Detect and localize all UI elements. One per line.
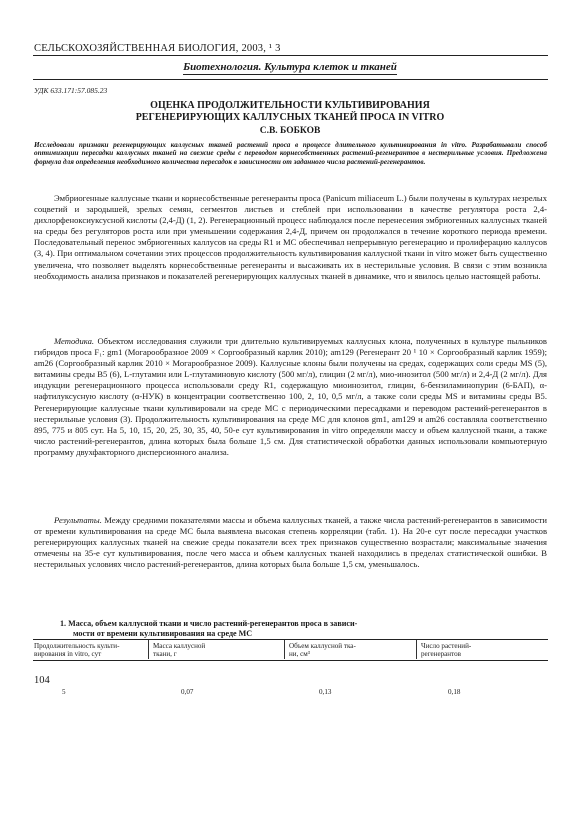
table-header-count: Число растений- регенерантов [421, 642, 472, 659]
intro-paragraph: Эмбриогенные каллусные ткани и корнесобственные регенеранты проса (Panicum miliaceum L.) были получены в культурах незрелых соцветий и зародышей, зрелых семян, сегментов листьев и стеблей при использовании в качестве регулятора роста 2,4-дихлорфеноксиуксусной кислоты (2,4-Д) (1, 2). Регенерационный процесс наблюдался после перенесения эмбриогенных каллусных тканей на среды без регуляторов роста или при уменьшении содержания 2,4-Д, причем он продолжался в течение короткого периода времени. Последовательный перенос эмбриогенных каллусов на среды R1 и MС обеспечивал непрерывную регенерацию и пролиферацию каллусов (3, 4). При оптимальном сочетании этих процессов продолжительность культивирования каллусной ткани in vitro может быть существенно увеличена, что позволяет выделять корнесобственные регенеранты и высаживать их в нестерильные условия. В связи с этим возникла необходимость анализа признаков и показателей регенерирующих каллусных тканей в динамике, что и явилось целью настоящей работы. [34, 193, 547, 281]
table-caption-line-1: 1. Масса, объем каллусной ткани и число растений-регенерантов проса в зависи- [60, 619, 358, 628]
author: С.В. БОБКОВ [259, 126, 321, 136]
udk-code: УДК 633.171:57.085.23 [34, 86, 108, 95]
section-rule [33, 79, 548, 80]
table-header-duration: Продолжительность культи- вирования in vitro, сут [34, 642, 120, 659]
methods-text: Объектом исследования служили три длительно культивируемых каллусных клона, полученных в культуре пыльников гибридов проса F₁: gm1 (Могарообразное 2009 × Соргообразный карлик 2010); am129 (Регенерант 20 ¹ 10 × Соргообразный карлик 1959); am26 (Соргообразный карлик 2010 × Могарообразное 2009). Каллусные клоны были получены на средах, содержащих соли среды MS (5), витамины среды B5 (6), L-глутамин или L-глутаминовую кислоту (500 мг/л), глицин (2 мг/л), мио-инозитол (500 мг/л) и 2,4-Д (2 мг/л). Для индукции регенерационного процесса использовали среду R1, содержащую миоинозитол, глицин, 6-бензиламинопурин (6-БАП), α-нафтилуксусную кислоту (α-НУК) в концентрации соответственно 100, 2, 10, 0,5 мг/л, а также соли среды MS и витамины среды B5. Регенерирующие каллусные ткани культивировали на среде MС с периодическими пересадками и переводом растений-регенерантов в нестерильные условия (3). Продолжительность культивирования на среде MС для клонов gm1, am129 и am26 составляла соответственно 895, 775 и 805 сут. На 5, 10, 15, 20, 25, 30, 35, 40, 50-е сут культивирования in vitro определяли массу и объем каллусной ткани, а также число растений-регенерантов, длина которых была больше 1,5 см. Для статистической обработки данных использовали компьютерную программу двухфакторного дисперсионного анализа. [34, 336, 547, 457]
table-col-divider [416, 640, 417, 659]
table-cell-volume: 0,13 [319, 688, 332, 696]
table-cell-count: 0,18 [448, 688, 461, 696]
page-number: 104 [34, 675, 50, 686]
results-lead: Результаты. [54, 515, 102, 525]
results-paragraph [34, 515, 547, 570]
table-caption [60, 619, 530, 639]
methods-paragraph [34, 336, 547, 458]
table-header-mass: Масса каллусной ткани, г [153, 642, 206, 659]
header-rule [33, 55, 548, 56]
table-cell-duration: 5 [62, 688, 66, 696]
title-line-1: ОЦЕНКА ПРОДОЛЖИТЕЛЬНОСТИ КУЛЬТИВИРОВАНИЯ [150, 100, 430, 111]
section-title: Биотехнология. Культура клеток и тканей [183, 61, 397, 73]
table-caption-line-2: мости от времени культивирования на среде MС [73, 629, 253, 638]
title-line-2: РЕГЕНЕРИРУЮЩИХ КАЛЛУСНЫХ ТКАНЕЙ ПРОСА IN VITRO [135, 111, 445, 123]
running-head: СЕЛЬСКОХОЗЯЙСТВЕННАЯ БИОЛОГИЯ, 2003, ¹ 3 [34, 43, 281, 54]
table-header-volume: Объем каллусной тка- ни, см³ [289, 642, 356, 659]
table-top-rule [33, 639, 548, 640]
table-col-divider [284, 640, 285, 659]
article-title [60, 100, 520, 123]
table-cell-mass: 0,07 [181, 688, 194, 696]
results-text: Между средними показателями массы и объема каллусных тканей, а также числа растений-регенерантов в зависимости от времени культивирования на среде MС была выявлена высокая степень корреляции (табл. 1). На 20-е сут после пересадки участков регенерирующих каллусных тканей на свежие среды показатели всех трех признаков существенно возрастали; максимальные значения отмечены на 35-е сут культивирования, после чего масса и объем каллусных тканей находились в пределах статистической ошибки. В нестерильных условиях число растений-регенерантов, длина которых была больше 1,5 см, уменьшалось. [34, 515, 547, 570]
abstract: Исследовали признаки регенерирующих каллусных тканей растений проса в процессе длительного культивирования in vitro. Разрабатывали способ оптимизации пересадки каллусных тканей на свежие среды с переводом корнесобственных растений-регенерантов в нестерильные условия. Предложена формула для определения необходимого количества пересадок в зависимости от заданного числа растений-регенерантов. [34, 141, 547, 166]
methods-lead: Методика. [54, 336, 95, 346]
table-header-rule [33, 660, 548, 661]
table-col-divider [148, 640, 149, 659]
